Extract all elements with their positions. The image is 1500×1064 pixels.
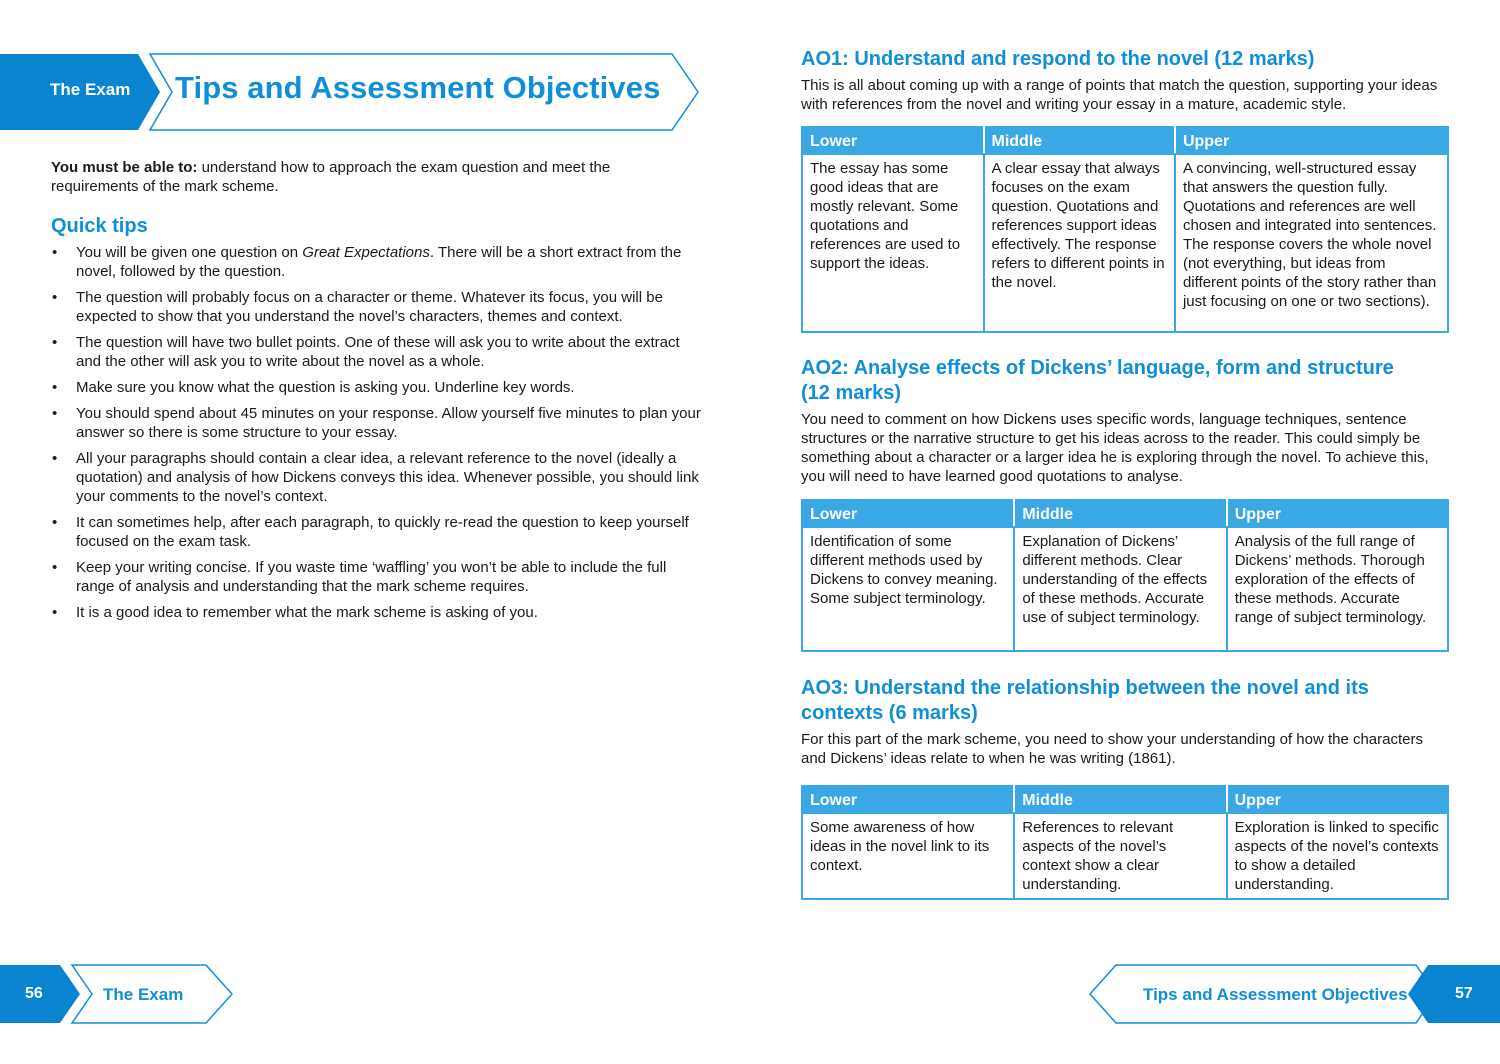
- table-header-row: [802, 127, 1448, 154]
- table-row: [802, 154, 1448, 332]
- column-header-upper: Upper: [1227, 786, 1448, 813]
- column-header-upper: Upper: [1175, 127, 1448, 154]
- cell-upper: Analysis of the full range of Dickens’ methods. Thorough exploration of the effects of these methods. Accurate range of subject terminology.: [1227, 527, 1448, 651]
- ao1-text: This is all about coming up with a range of points that match the question, supporting your ideas with references from the novel and writing your essay in a mature, academic style.: [801, 77, 1438, 113]
- table-row: [802, 527, 1448, 651]
- quick-tips-list: [51, 243, 701, 629]
- table-row: [802, 813, 1448, 899]
- page-title: Tips and Assessment Objectives: [175, 70, 661, 105]
- list-item: • You should spend about 45 minutes on your response. Allow yourself five minutes to plan your answer so there is some structure to your essay.: [51, 404, 701, 442]
- cell-lower: The essay has some good ideas that are mostly relevant. Some quotations and references are used to support the ideas.: [802, 154, 984, 332]
- cell-lower: Identification of some different methods used by Dickens to convey meaning. Some subject terminology.: [802, 527, 1014, 651]
- intro-lead: You must be able to:: [51, 159, 198, 176]
- cell-upper: Exploration is linked to specific aspects of the novel’s contexts to show a detailed understanding.: [1227, 813, 1448, 899]
- list-item: • Keep your writing concise. If you waste time ‘waffling’ you won’t be able to include the full range of analysis and understanding that the mark scheme requires.: [51, 558, 701, 596]
- table-header-row: [802, 500, 1448, 527]
- cell-middle: A clear essay that always focuses on the exam question. Quotations and references support ideas effectively. The response refers to different points in the novel.: [984, 154, 1175, 332]
- column-header-middle: Middle: [1014, 786, 1226, 813]
- cell-middle: References to relevant aspects of the novel’s context show a clear understanding.: [1014, 813, 1226, 899]
- cell-lower: Some awareness of how ideas in the novel link to its context.: [802, 813, 1014, 899]
- cell-upper: A convincing, well-structured essay that answers the question fully. Quotations and references are well chosen and integrated into sentences. The response covers the whole novel (not everything, but ideas from different points of the story rather than just focusing on one or two sections).: [1175, 154, 1448, 332]
- table-header-row: [802, 786, 1448, 813]
- list-item: • Make sure you know what the question is asking you. Underline key words.: [51, 378, 701, 397]
- list-item: • You will be given one question on Great Expectations. There will be a short extract from the novel, followed by the question.: [51, 243, 701, 281]
- ao1-heading: AO1: Understand and respond to the novel (12 marks): [801, 48, 1315, 70]
- ao3-table: [801, 785, 1449, 900]
- column-header-middle: Middle: [1014, 500, 1226, 527]
- column-header-lower: Lower: [802, 127, 984, 154]
- column-header-middle: Middle: [984, 127, 1175, 154]
- page-number-left: 56: [25, 985, 43, 1002]
- list-item: • It can sometimes help, after each paragraph, to quickly re-read the question to keep yourself focused on the exam task.: [51, 513, 701, 551]
- ao2-table: [801, 499, 1449, 652]
- column-header-upper: Upper: [1227, 500, 1448, 527]
- ao1-table: [801, 126, 1449, 333]
- footer-section-label: The Exam: [103, 985, 184, 1004]
- list-item: • The question will probably focus on a character or theme. Whatever its focus, you will be expected to show that you understand the novel’s characters, themes and context.: [51, 288, 701, 326]
- footer-title-label: Tips and Assessment Objectives: [1143, 985, 1408, 1004]
- intro-paragraph: [51, 158, 701, 196]
- list-item: • All your paragraphs should contain a clear idea, a relevant reference to the novel (ideally a quotation) and analysis of how Dickens conveys this idea. Whenever possible, you should link your comments to the novel’s context.: [51, 449, 701, 506]
- ao2-heading: AO2: Analyse effects of Dickens’ language, form and structure (12 marks): [801, 357, 1394, 404]
- column-header-lower: Lower: [802, 500, 1014, 527]
- ao3-text: For this part of the mark scheme, you need to show your understanding of how the characters and Dickens’ ideas relate to when he was writing (1861).: [801, 731, 1423, 767]
- list-item: • It is a good idea to remember what the mark scheme is asking of you.: [51, 603, 701, 622]
- section-tag: The Exam: [50, 80, 131, 99]
- list-item: • The question will have two bullet points. One of these will ask you to write about the extract and the other will ask you to write about the novel as a whole.: [51, 333, 701, 371]
- intro-text: understand how to approach the exam question and meet the requirements of the mark scheme.: [51, 159, 611, 195]
- page-number-right: 57: [1455, 985, 1473, 1002]
- cell-middle: Explanation of Dickens’ different methods. Clear understanding of the effects of these methods. Accurate use of subject terminology.: [1014, 527, 1226, 651]
- quick-tips-heading: Quick tips: [51, 215, 148, 237]
- ao3-heading: AO3: Understand the relationship between the novel and its contexts (6 marks): [801, 677, 1369, 724]
- column-header-lower: Lower: [802, 786, 1014, 813]
- ao2-text: You need to comment on how Dickens uses specific words, language techniques, sentence structures or the narrative structure to get his ideas across to the reader. This could simply be something about a character or a larger idea he is exploring through the novel. To achieve this, you will need to have learned good quotations to analyse.: [801, 411, 1429, 485]
